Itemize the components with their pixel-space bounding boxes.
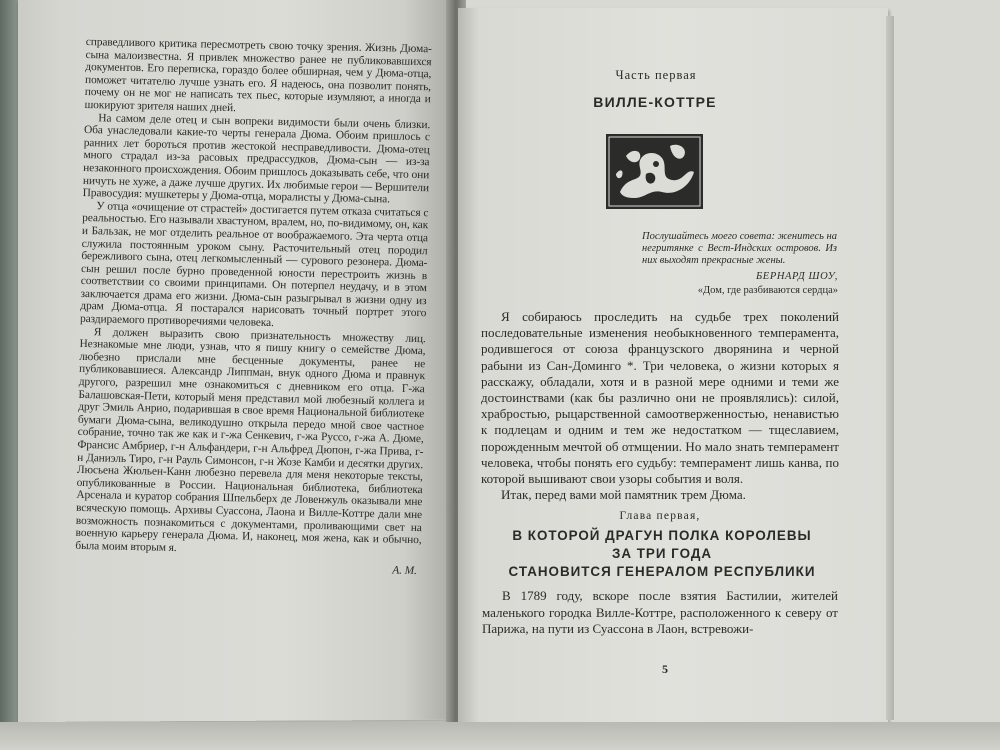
part-title: ВИЛЛЕ-КОТТРЕ [593,94,717,110]
chapter-title-line: СТАНОВИТСЯ ГЕНЕРАЛОМ РЕСПУБЛИКИ [508,564,816,579]
epigraph: Послушайтесь моего совета: женитесь на негритянке с Вест-Индских островов. Из них выходят прекрасные жены. [642,231,837,266]
left-page-text [75,36,432,578]
intro-paragraph: Я собираюсь проследить на судьбе трех поколений последовательные изменения необыкновенного темперамента, родившегося от союза французского дворянина и черной рабыни из Сан-Доминго *. Три человека, о жизни которых я расскажу, обладали, хотя и в разной мере одними и теми же достоинствами (как бы различно они не проявлялись): силой, храбростью, рыцарственной самоотверженностью, ненавистью к подлецам и одним и тем же недостатком — тщеславием, порожденным мечтой об отмщении. Но мало знать темперамент человека, чтобы понять его судьбу: темперамент лишь канва, по которой вышивают свои узоры события и воля. [481,309,839,487]
page-edges [886,16,894,720]
chapter-opening: В 1789 году, вскоре после взятия Бастилии, жителей маленького городка Вилле-Коттре, расположенного к северу от Парижа, на пути из Суассона в Лаон, встревожи- [482,588,838,636]
page-number: 5 [662,662,668,676]
intro-paragraph: Итак, перед вами мой памятник трем Дюма. [501,487,746,503]
chapter-title-line: В КОТОРОЙ ДРАГУН ПОЛКА КОРОЛЕВЫ [512,528,812,543]
left-paragraph: У отца «очищение от страстей» достигается путем отказа считаться с реальностью. Его называли хвастуном, вралем, но, по-видимому, он, как и Бальзак, не мог отделить реальное от воображаемого. Эта черта отца служила постоянным уроком сыну. Расточительный отец породил бережливого сына, отец легкомысленный — сурового резонера. Дюма-сын решил после бурно проведенной юности перестроить жизнь в соответствии со своими принципами. Он потерпел неудачу, и в этом заключается драма его жизни. Дюма-сын разыгрывал в жизни одну из драм Дюма-отца. Я постарался нарисовать точный портрет этого раздираемого противоречиями человека. [79,199,429,330]
chapter-title [480,527,844,581]
table-surface [0,722,1000,750]
chapter-label: Глава первая, [619,510,701,522]
left-paragraph: справедливого критика пересмотреть свою точку зрения. Жизнь Дюма-сына малоизвестна. Я привлек множество ранее не публиковавшихся документов. Его переписка, гораздо более обширная, чем у Дюма-отца, поможет читателю лучше узнать его. Я надеюсь, она позволит понять, почему он не мог не написать тех пьес, которые изумляют, а иногда и шокируют зрителя наших дней. [84,36,432,115]
intro-text [481,309,839,503]
epigraph-author: БЕРНАРД ШОУ, [756,271,838,282]
left-paragraph: На самом деле отец и сын вопреки видимости были очень близки. Оба унаследовали какие-то черты генерала Дюма. Обоим пришлось с ранних лет бороться против жестокой несправедливости. Дюма-отец много страдал из-за расовых предрассудков, Дюма-сын — из-за незаконного происхождения. Обоим пришлось доказывать себе, что они ничуть не хуже, а даже лучше других. Их любимые герои — Вершители Правосудия: мушкетеры у Дюма-отца, моралисты у Дюма-сына. [82,111,431,206]
part-label: Часть первая [615,68,697,82]
chapter-title-line: ЗА ТРИ ГОДА [611,546,713,561]
author-signature: А. М. [392,564,417,578]
epigraph-source: «Дом, где разбиваются сердца» [697,285,838,296]
woodcut-ornament-icon [606,134,703,209]
left-paragraph: Я должен выразить свою признательность множеству лиц. Незнакомые мне люди, узнав, что я пишу книгу о семействе Дюма, любезно прислали мне бесценные документы, ранее не публиковавшиеся. Александр Липпман, внук одного Дюма и правнук другого, разрешил мне ознакомиться с дневником его отца. Г-жа Балашовская-Пети, который меня представил мой любезный коллега и друг Эмиль Анрио, подарившая в свое время Национальной библиотеке бумаги Дюма-сына, великодушно открыла передо мной свое частное собрание, точно так же как и г-жа Сенкевич, г-жа Руссо, г-жа А. Дюме, Франсис Амбриер, г-н Альфандери, г-н Альфред Дюпон, г-жа Прива, г-н Даниэль Тиро, г-н Рауль Симонсон, г-н Жозе Камби и десятки других. Люсьена Жюльен-Канн любезно перевела для меня некоторые тексты, опубликованные в России. Национальная библиотека, библиотека Арсенала и куратор собрания Шпельберх де Ловенжуль оказывали мне всяческую помощь. Архивы Суассона, Лаона и Вилле-Коттре дали мне возможность познакомиться с документами, проливающими свет на военную карьеру генерала Дюма. И, наконец, моя жена, как и обычно, была моим вторым я. [75,325,426,554]
